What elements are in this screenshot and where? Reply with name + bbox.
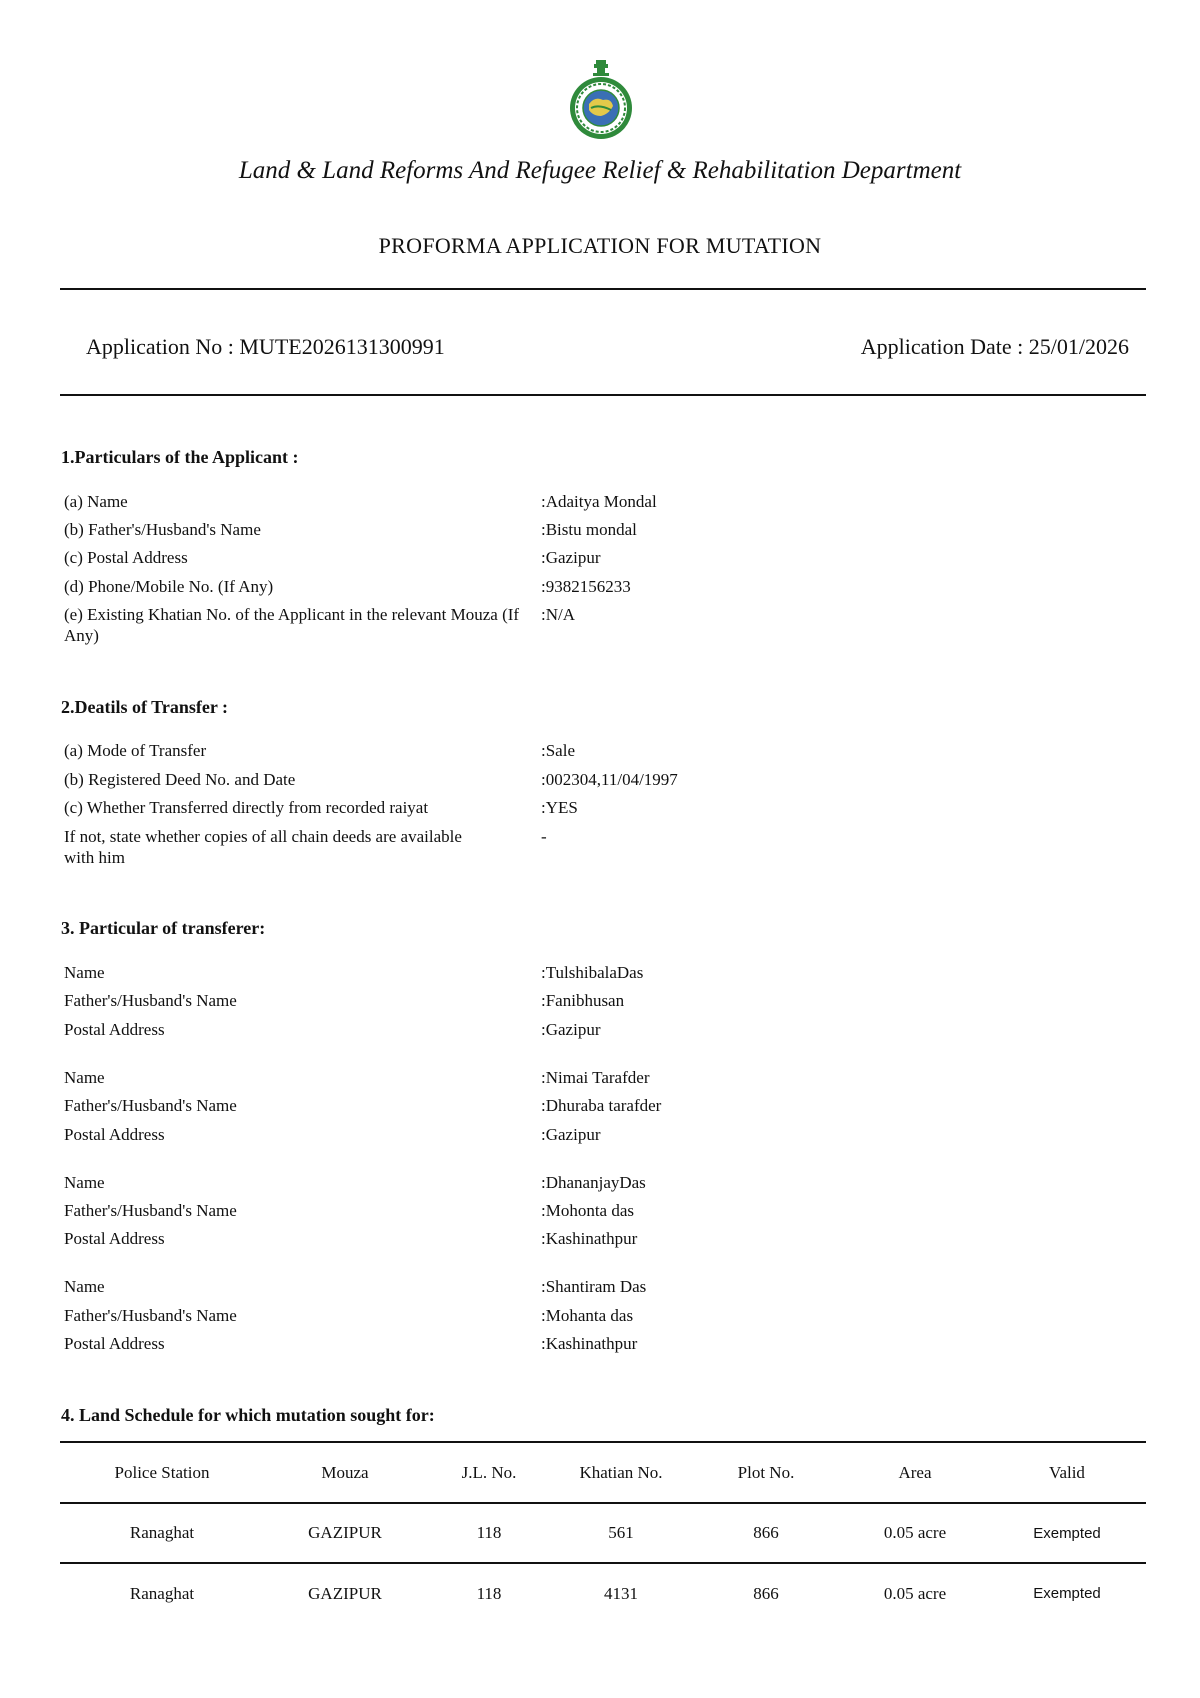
- field-label: Postal Address: [64, 1334, 165, 1353]
- table-cell: GAZIPUR: [308, 1583, 382, 1603]
- field-label: (c) Whether Transferred directly from recorded raiyat: [64, 798, 429, 817]
- section-land-schedule-title: 4. Land Schedule for which mutation sought for:: [61, 1405, 435, 1425]
- field-label: (d) Phone/Mobile No. (If Any): [64, 577, 274, 596]
- table-cell: 0.05 acre: [842, 1503, 988, 1563]
- table-cell: 0.05 acre: [883, 1583, 947, 1603]
- field-value: :Mohonta das: [541, 1201, 635, 1220]
- field-value: :TulshibalaDas: [541, 963, 644, 982]
- field-value: :Adaitya Mondal: [541, 492, 657, 511]
- column-header: Mouza: [264, 1442, 426, 1503]
- application-number-label: Application No :: [86, 334, 240, 359]
- field-label: Father's/Husband's Name: [64, 1096, 237, 1115]
- table-cell: 866: [690, 1503, 842, 1563]
- field-label: Father's/Husband's Name: [64, 1306, 237, 1325]
- application-date: [861, 334, 1129, 360]
- field-value: :Dhuraba tarafder: [541, 1096, 662, 1115]
- column-header: J.L. No.: [426, 1442, 552, 1503]
- field-label: Name: [64, 963, 105, 982]
- table-cell: Ranaghat: [129, 1583, 195, 1603]
- field-value: :Bistu mondal: [541, 520, 637, 539]
- field-label: Name: [64, 1277, 105, 1296]
- section-applicant-title: 1.Particulars of the Applicant :: [61, 447, 299, 467]
- field-value: :Sale: [541, 741, 575, 760]
- field-label: (e) Existing Khatian No. of the Applicant in the relevant Mouza (If Any): [64, 605, 520, 645]
- table-row: [60, 1503, 1146, 1563]
- field-value: :YES: [541, 798, 578, 817]
- divider: [60, 288, 1146, 290]
- section-transfer-title: 2.Deatils of Transfer :: [61, 697, 228, 717]
- field-value: :Shantiram Das: [541, 1277, 647, 1296]
- field-label: Father's/Husband's Name: [64, 991, 237, 1010]
- field-value: :DhananjayDas: [541, 1173, 646, 1192]
- form-title: PROFORMA APPLICATION FOR MUTATION: [378, 233, 822, 258]
- land-schedule-table: [60, 1441, 1146, 1623]
- field-value: :Nimai Tarafder: [541, 1068, 650, 1087]
- field-label: Father's/Husband's Name: [64, 1201, 237, 1220]
- field-label: Postal Address: [64, 1020, 165, 1039]
- application-date-value: 25/01/2026: [1028, 334, 1129, 359]
- column-header: Khatian No.: [552, 1442, 690, 1503]
- field-label: Postal Address: [64, 1229, 165, 1248]
- field-value: :Kashinathpur: [541, 1229, 638, 1248]
- application-number-value: MUTE2026131300991: [239, 334, 445, 359]
- field-value: :Gazipur: [541, 1020, 601, 1039]
- table-row: [60, 1563, 1146, 1623]
- field-label: Name: [64, 1068, 105, 1087]
- table-cell: Ranaghat: [60, 1503, 264, 1563]
- field-value: :Gazipur: [541, 1125, 601, 1144]
- field-label: Name: [64, 1173, 105, 1192]
- column-header: Police Station: [60, 1442, 264, 1503]
- table-cell: Exempted: [1033, 1585, 1101, 1602]
- field-label: (a) Mode of Transfer: [64, 741, 207, 760]
- column-header: Area: [842, 1442, 988, 1503]
- field-value: :Fanibhusan: [541, 991, 625, 1010]
- field-value: :N/A: [541, 605, 575, 624]
- column-header: Valid: [988, 1442, 1146, 1503]
- field-value: :002304,11/04/1997: [541, 770, 678, 789]
- field-label: (b) Registered Deed No. and Date: [64, 770, 296, 789]
- field-label: (b) Father's/Husband's Name: [64, 520, 261, 539]
- field-label: (a) Name: [64, 492, 128, 511]
- table-cell: GAZIPUR: [264, 1503, 426, 1563]
- section-transferer-title: 3. Particular of transferer:: [61, 918, 266, 938]
- field-value: :Gazipur: [541, 548, 601, 567]
- table-cell: 866: [753, 1583, 779, 1603]
- field-value: :Kashinathpur: [541, 1334, 638, 1353]
- field-label: (c) Postal Address: [64, 548, 188, 567]
- table-cell: 118: [426, 1503, 552, 1563]
- application-date-label: Application Date :: [860, 334, 1029, 359]
- field-value: :Mohanta das: [541, 1306, 634, 1325]
- table-header-row: [60, 1442, 1146, 1503]
- field-value: :9382156233: [541, 577, 631, 596]
- field-value: -: [541, 827, 547, 846]
- table-cell: 561: [552, 1503, 690, 1563]
- government-emblem-icon: [561, 58, 641, 142]
- table-cell: Exempted: [988, 1503, 1146, 1563]
- column-header: Plot No.: [690, 1442, 842, 1503]
- field-label: Postal Address: [64, 1125, 165, 1144]
- application-number: [86, 334, 445, 360]
- table-cell: 118: [476, 1583, 502, 1603]
- divider: [60, 394, 1146, 396]
- department-name: Land & Land Reforms And Refugee Relief & Rehabilitation Department: [238, 157, 962, 184]
- field-label: If not, state whether copies of all chain deeds are available with him: [64, 827, 462, 867]
- table-cell: 4131: [604, 1583, 638, 1603]
